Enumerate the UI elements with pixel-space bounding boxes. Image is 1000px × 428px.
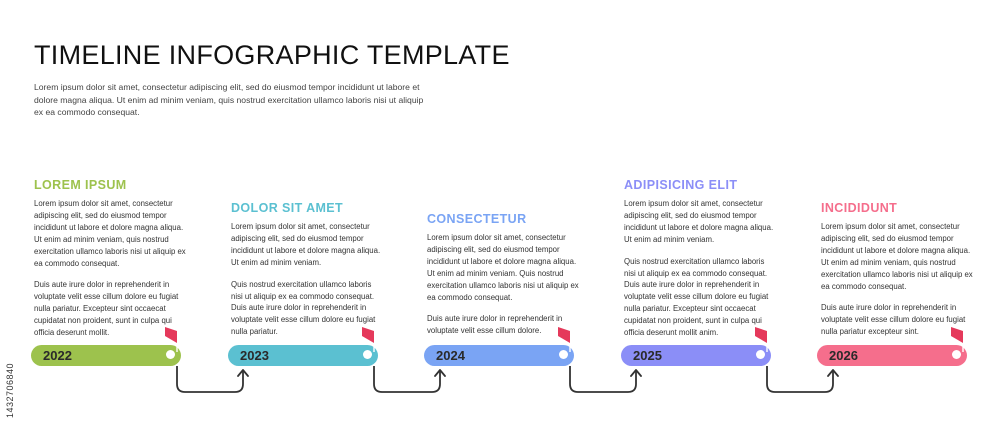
step-paragraph-2: Duis aute irure dolor in reprehenderit in voluptate velit esse cillum dolore eu fugiat nulla pariatur excepteur sint. xyxy=(821,303,966,337)
step-heading: LOREM IPSUM xyxy=(34,178,127,192)
step-paragraph-2: Duis aute irure dolor in reprehenderit in voluptate velit esse cillum dolore. xyxy=(427,314,563,336)
step-paragraph-2: Duis aute irure dolor in reprehenderit in voluptate velit esse cillum dolore eu fugiat nulla pariatur. Excepteur sint occaecat cupidatat non proident, sunt in culpa qui officia deserunt mollit. xyxy=(34,280,179,338)
flag-icon xyxy=(951,327,963,352)
step-paragraph-2: Quis nostrud exercitation ullamco laboris nisi ut aliquip ex ea commodo consequat. Duis aute irure dolor in reprehenderit in voluptate velit esse cillum dolore eu fugiat nulla pariatur. xyxy=(231,279,376,337)
step-paragraph-1: Lorem ipsum dolor sit amet, consectetur adipiscing elit, sed do eiusmod tempor incididunt ut labore et dolore magna aliqua. Ut enim ad minim veniam. Quis nostrud exercitation ullamco laboris nisi ut aliquip ex ea commodo consequat. xyxy=(427,233,579,302)
step-paragraph-2: Quis nostrud exercitation ullamco laboris nisi ut aliquip ex ea commodo consequat. Duis aute irure dolor in reprehenderit in voluptate velit esse cillum dolore eu fugiat nulla pariatur. Excepteur sint occaecat cupidatat non proident, sunt in culpa qui officia deserunt mollit anim. xyxy=(624,256,769,338)
step-paragraph-1: Lorem ipsum dolor sit amet, consectetur adipiscing elit, sed do eiusmod tempor incididunt ut labore et dolore magna aliqua. Ut enim ad minim veniam. xyxy=(624,199,774,244)
year-label: 2026 xyxy=(829,348,858,363)
step-paragraph-1: Lorem ipsum dolor sit amet, consectetur adipiscing elit, sed do eiusmod tempor incididunt ut labore et dolore magna aliqua. Ut enim ad minim veniam, quis nostrud exercitation ullamco laboris nisi ut aliquip ex ea commodo consequat. xyxy=(821,222,973,291)
flag-icon xyxy=(558,327,570,352)
step-paragraph-1: Lorem ipsum dolor sit amet, consectetur adipiscing elit, sed do eiusmod tempor incididunt ut labore et dolore magna aliqua. Ut enim ad minim veniam. xyxy=(231,222,381,267)
step-paragraph-1: Lorem ipsum dolor sit amet, consectetur adipiscing elit, sed do eiusmod tempor incididunt ut labore et dolore magna aliqua. Ut enim ad minim veniam, quis nostrud exercitation ullamco laboris nisi ut aliquip ex ea commodo consequat. xyxy=(34,199,186,268)
flag-icon xyxy=(362,327,374,352)
step-heading: ADIPISICING ELIT xyxy=(624,178,738,192)
flag-icon xyxy=(755,327,767,352)
step-heading: INCIDIDUNT xyxy=(821,201,898,215)
intro-text: Lorem ipsum dolor sit amet, consectetur adipiscing elit, sed do eiusmod tempor incididunt ut labore et dolore magna aliqua. Ut enim ad minim veniam, quis nostrud exercitation ullamco laboris nisi ut aliquip ex ea commodo consequat. xyxy=(34,82,424,117)
year-label: 2022 xyxy=(43,348,72,363)
year-label: 2024 xyxy=(436,348,465,363)
stock-id-watermark: 1432706840 xyxy=(5,362,15,418)
flag-icon xyxy=(165,327,177,352)
step-heading: CONSECTETUR xyxy=(427,212,527,226)
connector-arrow-icon xyxy=(767,366,833,392)
connector-arrow-icon xyxy=(570,366,636,392)
connector-arrow-icon xyxy=(177,366,243,392)
page-title: TIMELINE INFOGRAPHIC TEMPLATE xyxy=(34,40,510,70)
year-label: 2025 xyxy=(633,348,662,363)
year-label: 2023 xyxy=(240,348,269,363)
step-heading: DOLOR SIT AMET xyxy=(231,201,344,215)
connector-arrow-icon xyxy=(374,366,440,392)
